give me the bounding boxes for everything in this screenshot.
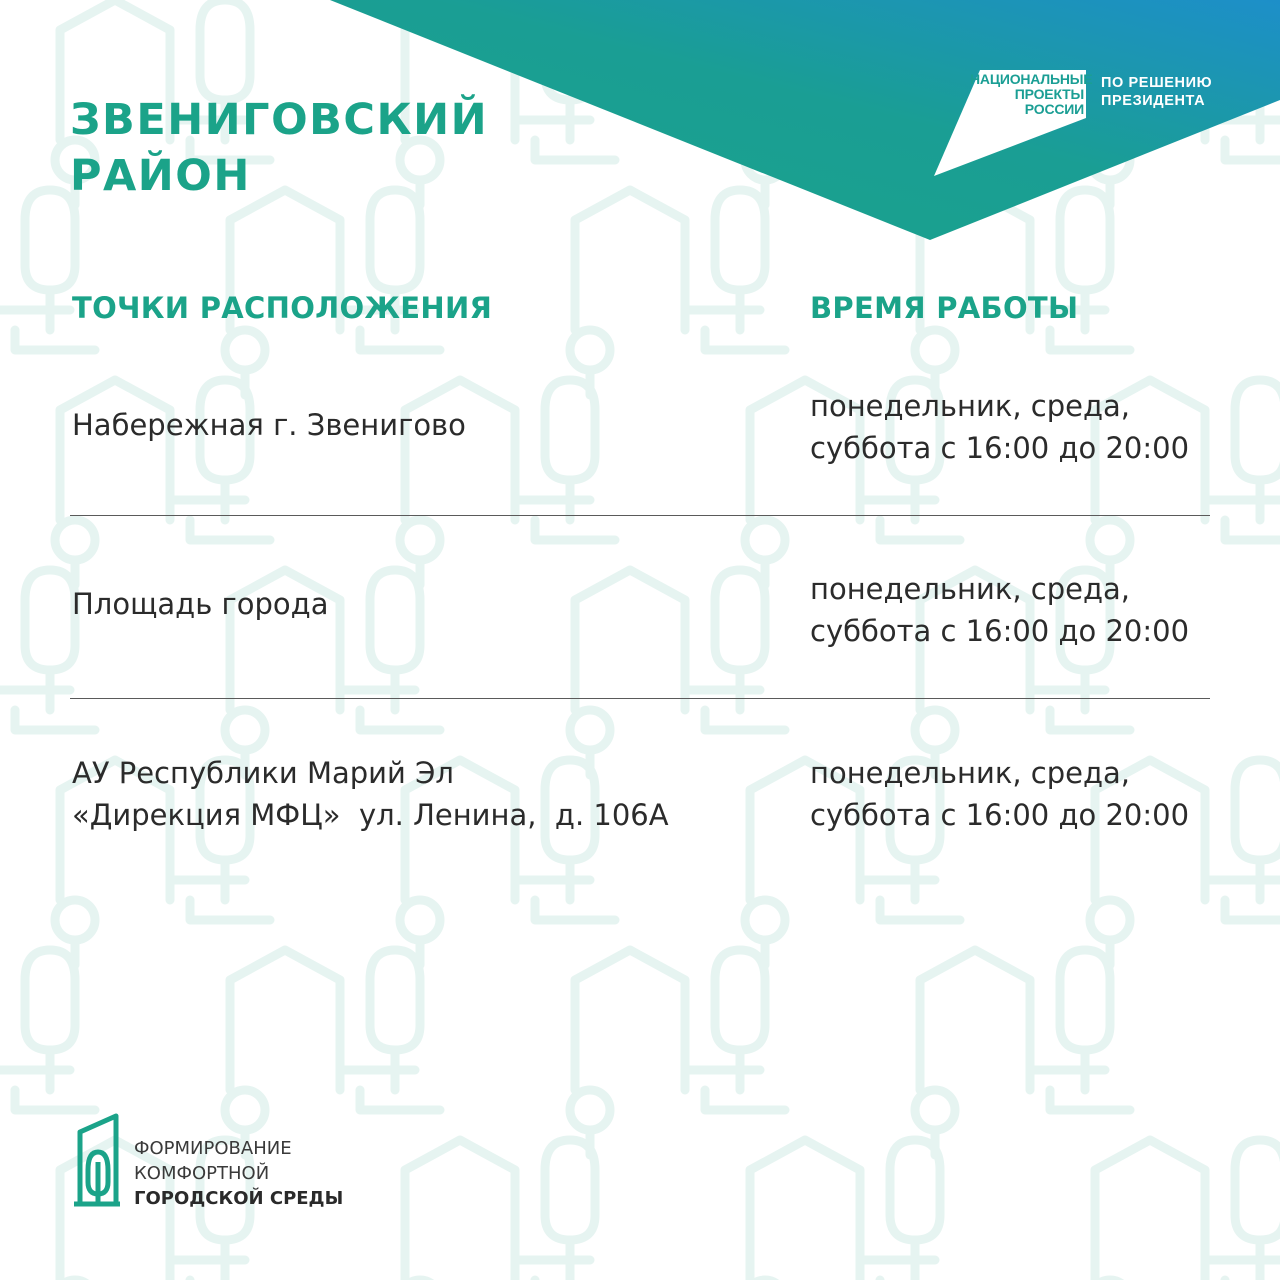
np-line-2: ПРОЕКТЫ: [1014, 86, 1084, 102]
location-2-line-1: Площадь города: [72, 587, 329, 621]
footer-line-3: ГОРОДСКОЙ СРЕДЫ: [134, 1188, 344, 1209]
hours-1: [810, 385, 1189, 469]
location-2: [72, 583, 328, 625]
location-1-line-1: Набережная г. Звенигово: [72, 408, 466, 442]
hours-2-line-1: понедельник, среда,: [810, 572, 1131, 606]
row-divider-2: [70, 698, 1210, 699]
row-divider-1: [70, 515, 1210, 516]
hours-3-line-2: суббота с 16:00 до 20:00: [810, 798, 1190, 832]
national-projects-label: [970, 71, 1093, 117]
district-title-line-2: РАЙОН: [70, 151, 251, 201]
np-side-line-2: ПРЕЗИДЕНТА: [1101, 93, 1206, 109]
hours-3-line-1: понедельник, среда,: [810, 756, 1131, 790]
location-1: [72, 404, 466, 446]
footer-line-2: КОМФОРТНОЙ: [134, 1163, 270, 1184]
national-projects-logo: [930, 70, 1220, 180]
hours-2: [810, 568, 1189, 652]
hours-header: ВРЕМЯ РАБОТЫ: [810, 291, 1079, 325]
district-title: [70, 92, 488, 204]
footer-line-1: ФОРМИРОВАНИЕ: [134, 1138, 292, 1159]
locations-header: ТОЧКИ РАСПОЛОЖЕНИЯ: [72, 291, 493, 325]
np-side-line-1: ПО РЕШЕНИЮ: [1101, 75, 1213, 91]
hours-3: [810, 752, 1189, 836]
location-3: [72, 752, 669, 836]
comfortable-city-logo: [70, 1110, 370, 1210]
president-decision-label: [1101, 74, 1212, 110]
hours-1-line-1: понедельник, среда,: [810, 389, 1131, 423]
np-line-3: РОССИИ: [1024, 101, 1084, 117]
hours-2-line-2: суббота с 16:00 до 20:00: [810, 614, 1190, 648]
location-3-line-2: «Дирекция МФЦ» ул. Ленина, д. 106А: [72, 798, 669, 832]
np-line-1: НАЦИОНАЛЬНЫЕ: [970, 71, 1093, 87]
location-3-line-1: АУ Республики Марий Эл: [72, 756, 454, 790]
hours-1-line-2: суббота с 16:00 до 20:00: [810, 431, 1190, 465]
building-tree-icon: [70, 1112, 122, 1208]
district-title-line-1: ЗВЕНИГОВСКИЙ: [70, 95, 489, 145]
comfortable-city-label: [134, 1136, 343, 1211]
